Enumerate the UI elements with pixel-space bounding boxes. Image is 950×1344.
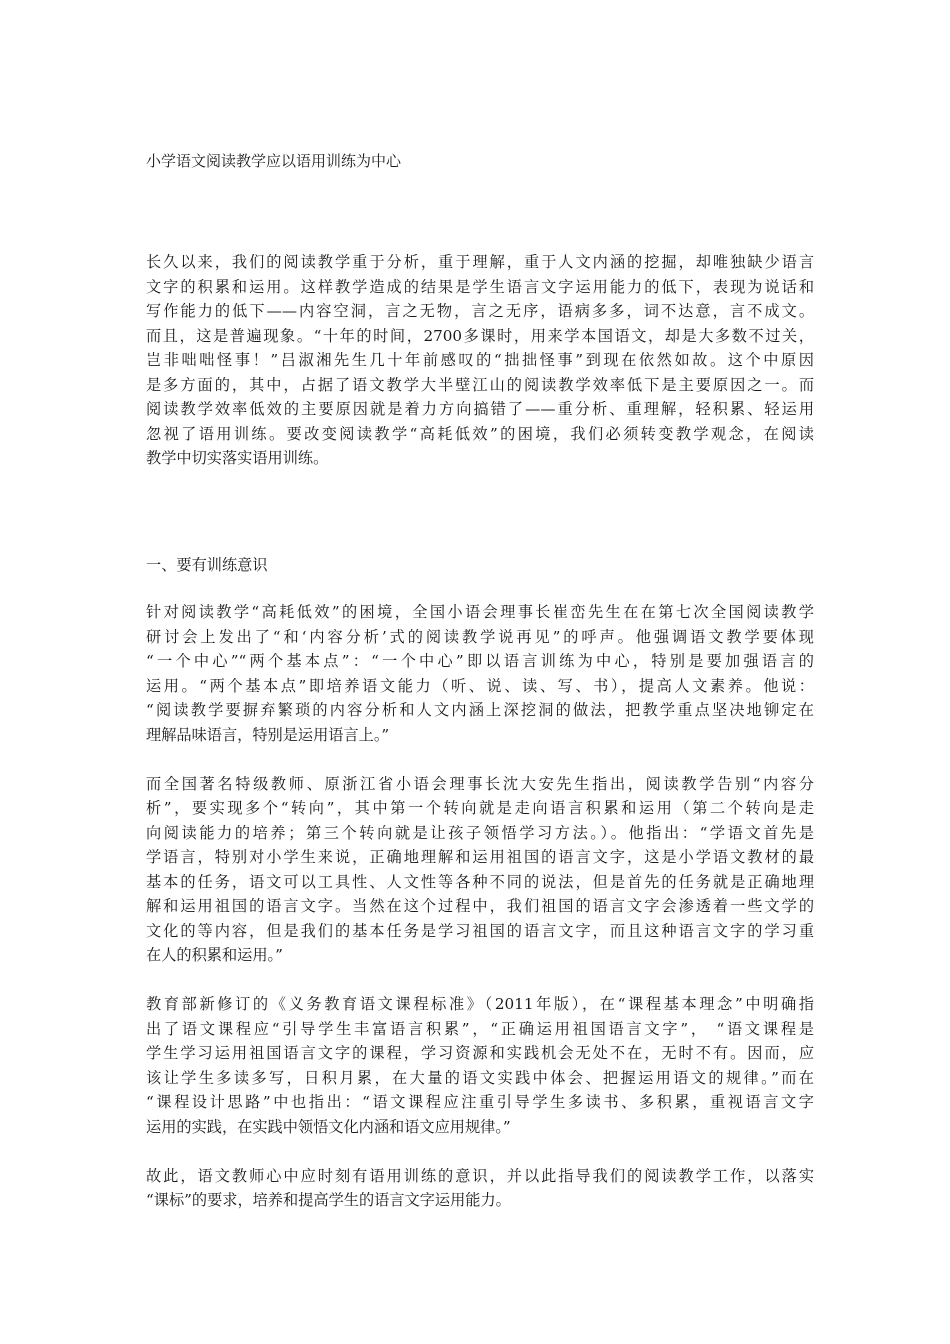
document-title: 小学语文阅读教学应以语用训练为中心 [146,152,402,170]
text-line: 教学中切实落实语用训练。 [146,449,329,467]
text-line: 学生学习运用祖国语言文字的课程，学习资源和实践机会无处不在，无时不有。因而，应 [146,1044,814,1062]
text-line: 运用的实践，在实践中领悟文化内涵和语文应用规律。” [146,1117,511,1136]
text-line: 阅读教学效率低效的主要原因就是着力方向搞错了——重分析、重理解，轻积累、轻运用 [146,400,814,418]
text-line: 学语言，特别对小学生来说，正确地理解和运用祖国的语言文字，这是小学语文教材的最 [146,848,814,866]
text-line: 该让学生多读多写，日积月累，在大量的语文实践中体会、把握运用语文的规律。”而在 [146,1068,814,1087]
text-line: 岂非咄咄怪事！”吕淑湘先生几十年前感叹的“拙拙怪事”到现在依然如故。这个中原因 [146,351,814,369]
text-line: 故此，语文教师心中应时刻有语用训练的意识，并以此指导我们的阅读教学工作，以落实 [146,1166,814,1185]
text-line: “课程设计思路”中也指出：“语文课程应注重引导学生多读书、多积累，重视语言文字 [146,1093,814,1111]
text-line: 文化的等内容，但是我们的基本任务是学习祖国的语言文字，而且这种语言文字的学习重 [146,921,814,940]
text-line: 是多方面的，其中，占据了语文教学大半壁江山的阅读教学效率低下是主要原因之一。而 [146,375,814,394]
paragraph [146,1164,814,1213]
text-line: 写作能力的低下——内容空洞，言之无物，言之无序，语病多多，词不达意，言不成文。 [146,302,814,320]
text-line: 教育部新修订的《义务教育语文课程标准》（2011年版），在“课程基本理念”中明确指 [146,995,814,1013]
text-line: 文字的积累和运用。这样教学造成的结果是学生语言文字运用能力的低下，表现为说话和 [146,277,814,296]
text-line: 在人的积累和运用。” [146,946,283,964]
section-body [146,600,814,1213]
text-line: 针对阅读教学“高耗低效”的困境，全国小语会理事长崔峦先生在在第七次全国阅读教学 [146,603,814,621]
text-line: 而且，这是普遍现象。“十年的时间，2700多课时，用来学本国语文，却是大多数不过关， [146,326,814,345]
text-line: “课标”的要求，培养和提高学生的语言文字运用能力。 [146,1191,511,1209]
text-line: 析”，要实现多个“转向”，其中第一个转向就是走向语言积累和运用（第二个转向是走 [146,799,814,817]
text-line: 向阅读能力的培养；第三个转向就是让孩子领悟学习方法。）。他指出：“学语文首先是 [146,823,814,842]
text-line: 运用。“两个基本点”即培养语文能力（听、说、读、写、书），提高人文素养。他说： [146,676,814,695]
intro-paragraph [146,250,814,471]
text-line: 而全国著名特级教师、原浙江省小语会理事长沈大安先生指出，阅读教学告别“内容分 [146,774,814,793]
paragraph [146,600,814,747]
text-line: 研讨会上发出了“和‘内容分析’式的阅读教学说再见”的呼声。他强调语文教学要体现 [146,627,814,646]
paragraph [146,250,814,471]
paragraph [146,992,814,1139]
text-line: 理解品味语言，特别是运用语言上。” [146,725,390,744]
section-heading: 一、要有训练意识 [146,556,268,574]
paragraph [146,772,814,968]
text-line: 长久以来，我们的阅读教学重于分析，重于理解，重于人文内涵的挖掘，却唯独缺少语言 [146,253,814,271]
text-line: 解和运用祖国的语言文字。当然在这个过程中，我们祖国的语言文字会渗透着一些文学的 [146,897,814,915]
text-line: 基本的任务，语文可以工具性、人文性等各种不同的说法，但是首先的任务就是正确地理 [146,872,814,891]
text-line: “阅读教学要摒弃繁琐的内容分析和人文内涵上深挖洞的做法，把教学重点坚决地铆定在 [146,701,814,719]
text-line: 出了语文课程应“引导学生丰富语言积累”，“正确运用祖国语言文字”， “语文课程是 [146,1019,814,1038]
text-line: 忽视了语用训练。要改变阅读教学“高耗低效”的困境，我们必须转变教学观念，在阅读 [146,424,814,443]
text-line: “一个中心”“两个基本点”：“一个中心”即以语言训练为中心，特别是要加强语言的 [146,652,814,670]
